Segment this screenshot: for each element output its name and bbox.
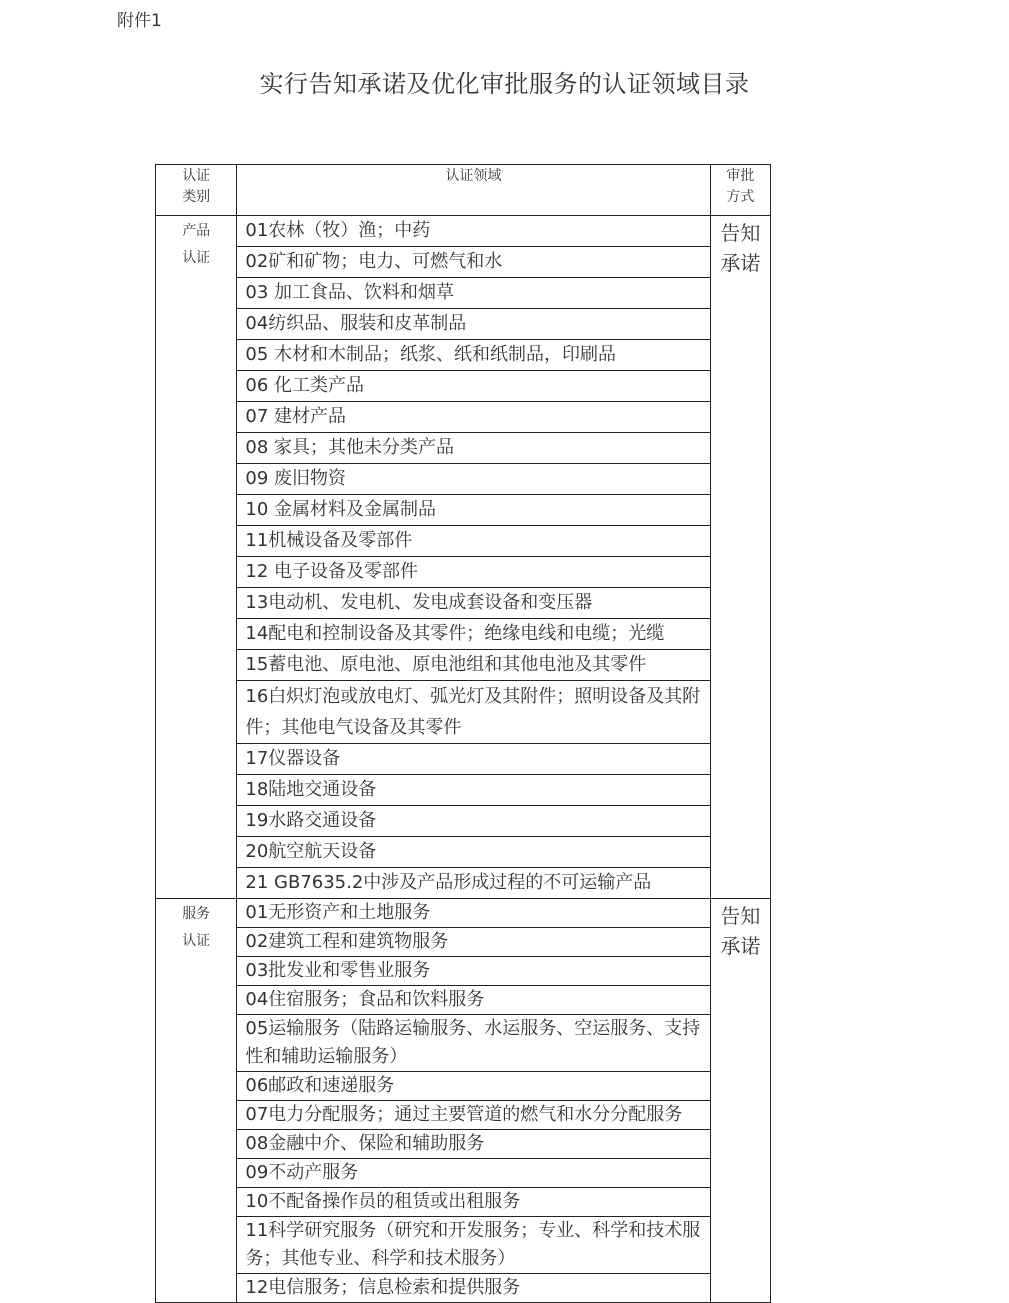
document-title: 实行告知承诺及优化审批服务的认证领域目录: [259, 70, 750, 98]
field-cell: 12电信服务；信息检索和提供服务: [237, 1274, 710, 1303]
header-mode: [710, 165, 770, 216]
field-cell: 13电动机、发电机、发电成套设备和变压器: [237, 588, 710, 619]
field-cell: 07 建材产品: [237, 402, 710, 433]
header-field: 认证领域: [237, 165, 710, 216]
field-cell: 04住宿服务；食品和饮料服务: [237, 986, 710, 1015]
header-mode-line2: 方式: [726, 189, 755, 205]
header-category-line1: 认证: [182, 168, 211, 184]
field-cell: 10不配备操作员的租赁或出租服务: [237, 1188, 710, 1217]
field-cell: 05 木材和木制品；纸浆、纸和纸制品，印刷品: [237, 340, 710, 371]
field-cell: 16白炽灯泡或放电灯、弧光灯及其附件；照明设备及其附件；其他电气设备及其零件: [237, 681, 710, 744]
approval-mode-cell: [710, 216, 770, 899]
field-cell: 09不动产服务: [237, 1159, 710, 1188]
category-label: 认证: [182, 250, 211, 266]
table-row: [156, 247, 771, 278]
table-row: [156, 957, 771, 986]
table-row: [156, 837, 771, 868]
table-row: [156, 806, 771, 837]
table-row: [156, 340, 771, 371]
field-cell: 11机械设备及零部件: [237, 526, 710, 557]
field-cell: 05运输服务（陆路运输服务、水运服务、空运服务、支持性和辅助运输服务）: [237, 1015, 710, 1072]
table-row: [156, 371, 771, 402]
table-row: [156, 1015, 771, 1072]
table-row: [156, 744, 771, 775]
field-cell: 03 加工食品、饮料和烟草: [237, 278, 710, 309]
field-cell: 10 金属材料及金属制品: [237, 495, 710, 526]
category-cell: [156, 216, 237, 899]
field-cell: 02建筑工程和建筑物服务: [237, 928, 710, 957]
field-cell: 12 电子设备及零部件: [237, 557, 710, 588]
table-row: [156, 1072, 771, 1101]
table-row: [156, 928, 771, 957]
approval-mode-label: 告知: [720, 904, 761, 928]
table-row: [156, 1217, 771, 1274]
field-cell: 17仪器设备: [237, 744, 710, 775]
table-row: [156, 899, 771, 928]
approval-mode-label: 承诺: [720, 251, 761, 275]
category-label: 服务: [182, 906, 211, 922]
field-cell: 09 废旧物资: [237, 464, 710, 495]
field-cell: 04纺织品、服装和皮革制品: [237, 309, 710, 340]
table-row: [156, 681, 771, 744]
header-mode-line1: 审批: [726, 168, 755, 184]
attachment-label: 附件1: [117, 11, 162, 31]
table-row: [156, 1188, 771, 1217]
table-row: [156, 775, 771, 806]
table-row: [156, 868, 771, 899]
table-row: [156, 650, 771, 681]
table-row: [156, 986, 771, 1015]
field-cell: 14配电和控制设备及其零件；绝缘电线和电缆；光缆: [237, 619, 710, 650]
approval-mode-label: 告知: [720, 221, 761, 245]
header-category: [156, 165, 237, 216]
approval-mode-label: 承诺: [720, 934, 761, 958]
field-cell: 01农林（牧）渔；中药: [237, 216, 710, 247]
table-row: [156, 588, 771, 619]
category-cell: [156, 899, 237, 1303]
table-row: [156, 309, 771, 340]
field-cell: 08 家具；其他未分类产品: [237, 433, 710, 464]
table-row: [156, 619, 771, 650]
field-cell: 15蓄电池、原电池、原电池组和其他电池及其零件: [237, 650, 710, 681]
catalog-table: [155, 164, 771, 1303]
table-row: [156, 464, 771, 495]
field-cell: 03批发业和零售业服务: [237, 957, 710, 986]
table-row: [156, 1130, 771, 1159]
field-cell: 18陆地交通设备: [237, 775, 710, 806]
field-cell: 08金融中介、保险和辅助服务: [237, 1130, 710, 1159]
table-row: [156, 216, 771, 247]
field-cell: 01无形资产和土地服务: [237, 899, 710, 928]
table-row: [156, 433, 771, 464]
header-category-line2: 类别: [182, 189, 211, 205]
field-cell: 21 GB7635.2中涉及产品形成过程的不可运输产品: [237, 868, 710, 899]
field-cell: 20航空航天设备: [237, 837, 710, 868]
field-cell: 06 化工类产品: [237, 371, 710, 402]
table-row: [156, 495, 771, 526]
category-label: 产品: [182, 223, 211, 239]
field-cell: 11科学研究服务（研究和开发服务；专业、科学和技术服务；其他专业、科学和技术服务）: [237, 1217, 710, 1274]
table-row: [156, 278, 771, 309]
field-cell: 02矿和矿物；电力、可燃气和水: [237, 247, 710, 278]
table-row: [156, 402, 771, 433]
field-cell: 06邮政和速递服务: [237, 1072, 710, 1101]
table-row: [156, 1159, 771, 1188]
table-row: [156, 1101, 771, 1130]
table-row: [156, 557, 771, 588]
table-header-row: [156, 165, 771, 216]
field-cell: 19水路交通设备: [237, 806, 710, 837]
category-label: 认证: [182, 933, 211, 949]
table-row: [156, 526, 771, 557]
approval-mode-cell: [710, 899, 770, 1303]
field-cell: 07电力分配服务；通过主要管道的燃气和水分分配服务: [237, 1101, 710, 1130]
